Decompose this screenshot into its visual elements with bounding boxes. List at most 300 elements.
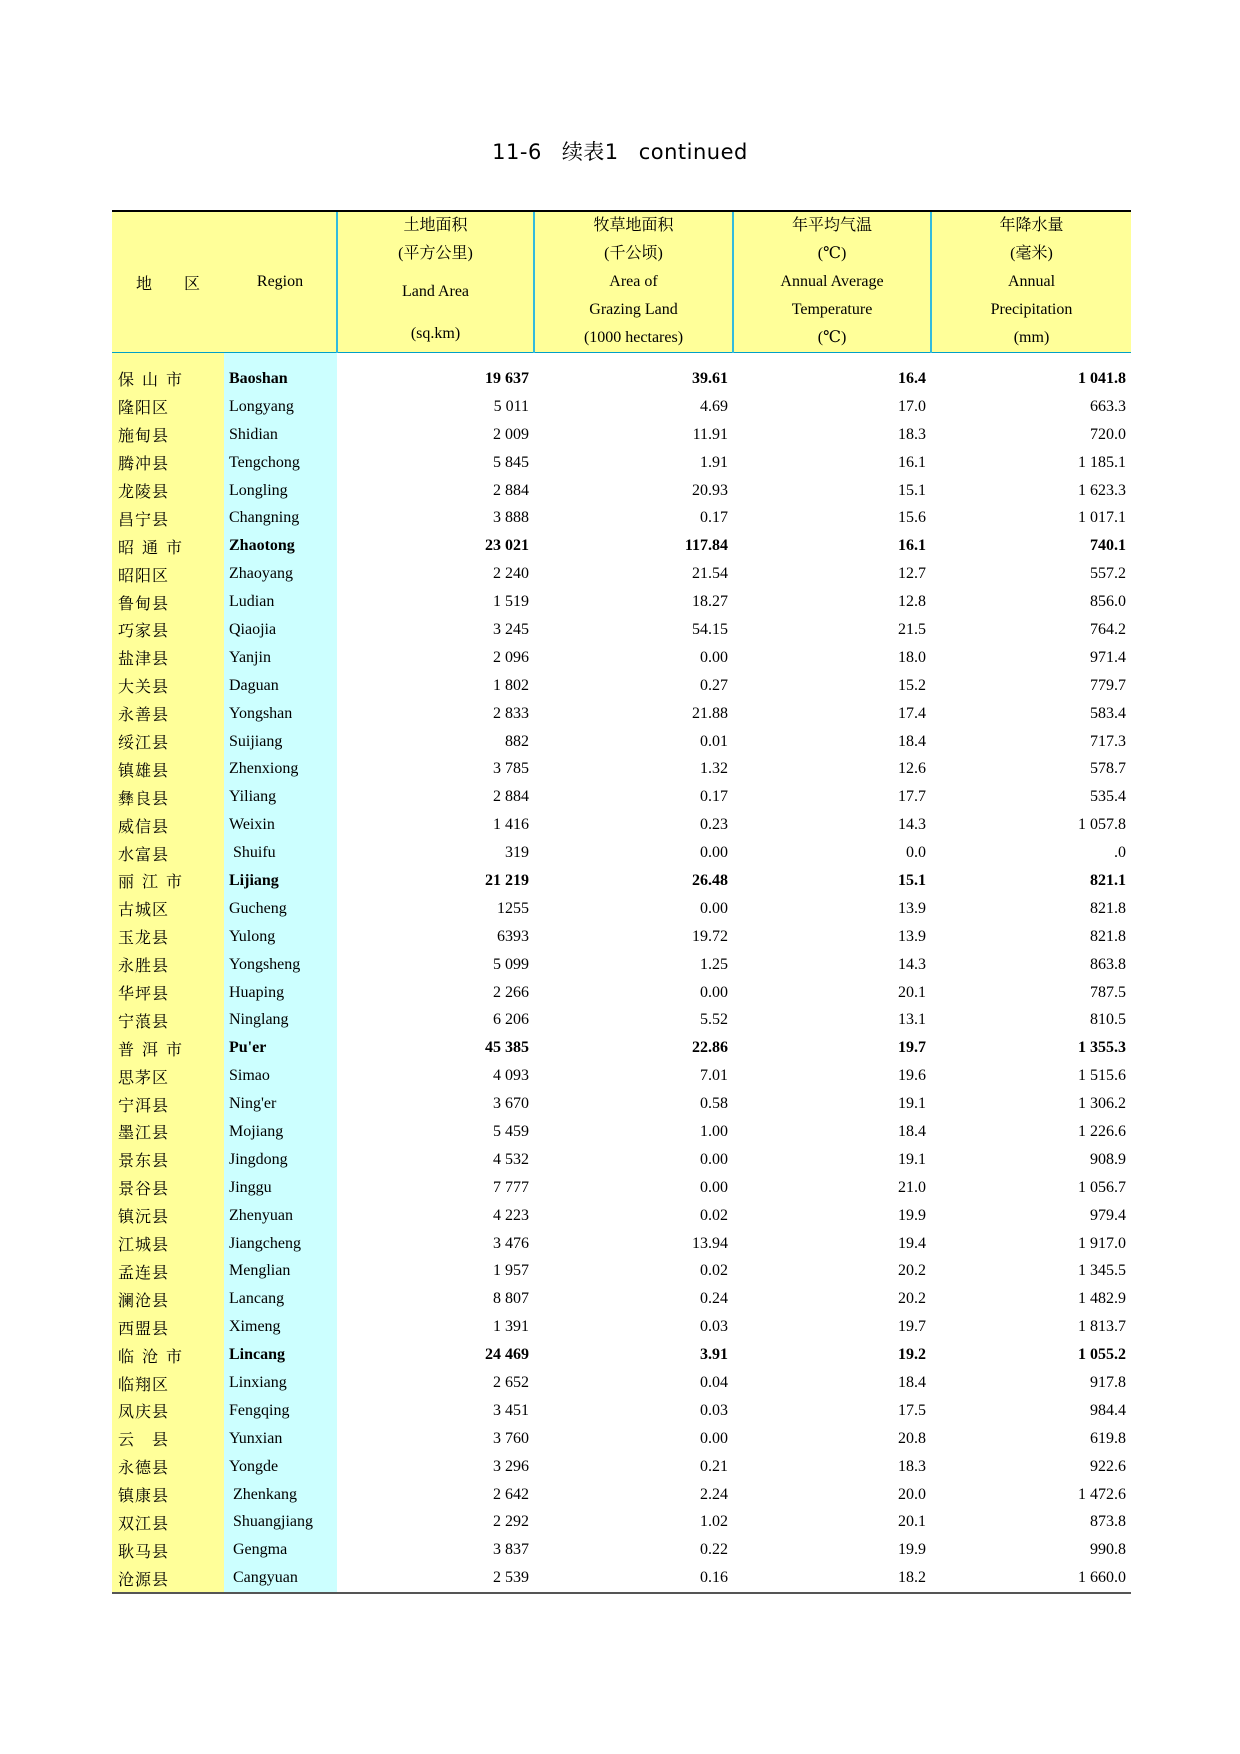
temperature-cell: 20.2 [898, 1262, 926, 1280]
region-en-cell: Yanjin [224, 644, 337, 672]
table-row [112, 839, 1131, 867]
land-area-cell: 2 539 [493, 1569, 529, 1587]
precip-cn-unit: (毫米) [1010, 245, 1053, 262]
region-cn-cell: 昌宁县 [112, 504, 224, 532]
land-area-cell: 45 385 [485, 1039, 529, 1057]
land-area-cell: 24 469 [485, 1346, 529, 1364]
land-area-cell: 3 760 [493, 1429, 529, 1447]
table-row [112, 1146, 1131, 1174]
temperature-cell: 12.8 [898, 593, 926, 611]
table-row [112, 1481, 1131, 1509]
table-row [112, 532, 1131, 560]
precipitation-cell: 1 185.1 [1078, 453, 1126, 471]
precipitation-cell: 1 041.8 [1078, 369, 1126, 387]
temperature-cell: 21.0 [898, 1178, 926, 1196]
land-area-cell: 882 [505, 732, 529, 750]
land-area-cell: 8 807 [493, 1290, 529, 1308]
region-en-cell: Suijiang [224, 728, 337, 756]
temperature-cell: 21.5 [898, 620, 926, 638]
precipitation-cell: 619.8 [1090, 1429, 1126, 1447]
temperature-cell: 13.1 [898, 1011, 926, 1029]
region-cn-cell: 古城区 [112, 895, 224, 923]
region-en-cell: Jiangcheng [224, 1230, 337, 1258]
table-row [112, 353, 1131, 393]
land-area-cn: 土地面积 [403, 217, 468, 234]
precipitation-cell: 1 306.2 [1078, 1095, 1126, 1113]
grazing-land-cell: 1.25 [700, 955, 728, 973]
region-en-cell: Yunxian [224, 1425, 337, 1453]
region-en-cell: Changning [224, 504, 337, 532]
grazing-land-cell: 0.24 [700, 1290, 728, 1308]
precipitation-cell: .0 [1114, 844, 1126, 862]
land-area-cell: 2 292 [493, 1513, 529, 1531]
precipitation-cell: 971.4 [1090, 648, 1126, 666]
region-en-cell: Tengchong [224, 449, 337, 477]
precipitation-cell: 663.3 [1090, 397, 1126, 415]
region-en-cell: Linxiang [224, 1369, 337, 1397]
table-row [112, 1230, 1131, 1258]
temperature-cell: 15.1 [898, 871, 926, 889]
precipitation-cell: 1 057.8 [1078, 816, 1126, 834]
grazing-land-cell: 1.91 [700, 453, 728, 471]
land-area-cell: 6 206 [493, 1011, 529, 1029]
grazing-land-cell: 0.17 [700, 509, 728, 527]
table-row [112, 783, 1131, 811]
header-region-cn [112, 212, 224, 353]
precipitation-cell: 856.0 [1090, 593, 1126, 611]
table-row [112, 755, 1131, 783]
grazing-land-cell: 0.00 [700, 899, 728, 917]
land-area-cell: 21 219 [485, 871, 529, 889]
header-region-en: Region [224, 212, 337, 353]
precipitation-cell: 984.4 [1090, 1401, 1126, 1419]
table-row [112, 1453, 1131, 1481]
region-cn-char-2: 区 [183, 275, 200, 293]
temp-en-1: Annual Average [780, 273, 884, 290]
region-cn-cell: 永胜县 [112, 951, 224, 979]
land-area-cell: 3 451 [493, 1401, 529, 1419]
grazing-land-cell: 18.27 [692, 593, 728, 611]
region-cn-cell: 大关县 [112, 672, 224, 700]
grazing-land-cell: 3.91 [700, 1346, 728, 1364]
table-row [112, 1369, 1131, 1397]
grazing-land-cell: 0.00 [700, 844, 728, 862]
temperature-cell: 17.0 [898, 397, 926, 415]
precipitation-cell: 1 472.6 [1078, 1485, 1126, 1503]
land-area-cell: 1 416 [493, 816, 529, 834]
region-cn-cell: 华坪县 [112, 979, 224, 1007]
precipitation-cell: 1 623.3 [1078, 481, 1126, 499]
grazing-land-cell: 21.88 [692, 704, 728, 722]
land-area-cell: 1 802 [493, 676, 529, 694]
region-en-cell: Ludian [224, 588, 337, 616]
land-area-en: Land Area [401, 283, 470, 300]
temperature-cell: 19.7 [898, 1318, 926, 1336]
precipitation-cell: 720.0 [1090, 425, 1126, 443]
land-area-cell: 1 957 [493, 1262, 529, 1280]
region-en-cell: Ninglang [224, 1006, 337, 1034]
land-area-cell: 5 845 [493, 453, 529, 471]
temperature-cell: 20.1 [898, 983, 926, 1001]
grazing-land-cell: 0.01 [700, 732, 728, 750]
precipitation-cell: 535.4 [1090, 788, 1126, 806]
land-area-cell: 4 093 [493, 1067, 529, 1085]
temp-en-2: Temperature [791, 301, 873, 318]
region-en-cell: Longyang [224, 393, 337, 421]
region-cn-cell: 云 县 [112, 1425, 224, 1453]
table-row [112, 1313, 1131, 1341]
land-area-cn-unit: (平方公里) [398, 245, 473, 262]
temperature-cell: 19.2 [898, 1346, 926, 1364]
temperature-cell: 18.4 [898, 1374, 926, 1391]
temperature-cell: 19.1 [898, 1150, 926, 1168]
header-row [112, 212, 1131, 353]
land-area-cell: 2 009 [493, 425, 529, 443]
temperature-cell: 17.4 [898, 704, 926, 722]
table-row [112, 979, 1131, 1007]
region-cn-cell: 永德县 [112, 1453, 224, 1481]
table-row [112, 1397, 1131, 1425]
precipitation-cell: 922.6 [1090, 1457, 1126, 1475]
precipitation-cell: 873.8 [1090, 1513, 1126, 1531]
region-en-cell: Longling [224, 477, 337, 505]
temperature-cell: 19.1 [898, 1095, 926, 1113]
region-cn-cell: 绥江县 [112, 728, 224, 756]
grazing-land-cell: 0.00 [700, 1178, 728, 1196]
temperature-cell: 18.4 [898, 732, 926, 750]
header-temperature [733, 212, 931, 353]
temp-unit: (℃) [817, 329, 847, 346]
grazing-en-1: Area of [609, 273, 658, 290]
region-en-cell: Fengqing [224, 1397, 337, 1425]
temperature-cell: 13.9 [898, 899, 926, 917]
table-row [112, 393, 1131, 421]
precipitation-cell: 578.7 [1090, 760, 1126, 778]
precip-en-1: Annual [1007, 273, 1056, 290]
grazing-land-cell: 0.22 [700, 1541, 728, 1559]
header-precipitation [931, 212, 1131, 353]
land-area-cell: 2 266 [493, 983, 529, 1001]
table-row [112, 1202, 1131, 1230]
region-en-cell: Mojiang [224, 1118, 337, 1146]
temperature-cell: 18.0 [898, 648, 926, 666]
temperature-cell: 16.1 [898, 453, 926, 471]
land-area-cell: 2 884 [493, 481, 529, 499]
grazing-land-cell: 39.61 [692, 369, 728, 387]
grazing-land-cell: 0.58 [700, 1095, 728, 1113]
temperature-cell: 20.1 [898, 1513, 926, 1531]
region-cn-cell: 隆阳区 [112, 393, 224, 421]
grazing-land-cell: 0.03 [700, 1401, 728, 1419]
table-row [112, 1509, 1131, 1537]
region-en-cell: Lincang [224, 1341, 337, 1369]
region-en-cell: Zhenxiong [224, 755, 337, 783]
precipitation-cell: 821.8 [1090, 899, 1126, 917]
table-row [112, 1090, 1131, 1118]
region-cn-char-1: 地 [135, 275, 152, 293]
grazing-land-cell: 2.24 [700, 1485, 728, 1503]
temperature-cell: 18.3 [898, 425, 926, 443]
title-en: continued [638, 140, 748, 164]
temperature-cell: 16.4 [898, 369, 926, 387]
region-cn-cell: 临沧市 [112, 1341, 224, 1369]
table-row [112, 1285, 1131, 1313]
grazing-land-cell: 7.01 [700, 1067, 728, 1085]
grazing-land-cell: 0.00 [700, 648, 728, 666]
temperature-cell: 12.6 [898, 760, 926, 778]
table-row [112, 895, 1131, 923]
grazing-land-cell: 13.94 [692, 1234, 728, 1252]
land-area-cell: 19 637 [485, 369, 529, 387]
land-area-cell: 3 245 [493, 620, 529, 638]
temperature-cell: 20.2 [898, 1290, 926, 1308]
title-cn: 续表1 [561, 140, 619, 164]
temperature-cell: 18.3 [898, 1457, 926, 1475]
region-cn-cell: 施甸县 [112, 421, 224, 449]
land-area-cell: 3 670 [493, 1095, 529, 1113]
precipitation-cell: 1 813.7 [1078, 1318, 1126, 1336]
precipitation-cell: 1 056.7 [1078, 1178, 1126, 1196]
precipitation-cell: 740.1 [1090, 537, 1126, 555]
region-cn-cell: 龙陵县 [112, 477, 224, 505]
precipitation-cell: 863.8 [1090, 955, 1126, 973]
temp-cn: 年平均气温 [791, 217, 872, 234]
land-area-cell: 5 011 [493, 397, 529, 415]
header-grazing-land [534, 212, 733, 353]
grazing-land-cell: 0.27 [700, 676, 728, 694]
table-row [112, 588, 1131, 616]
temperature-cell: 15.6 [898, 509, 926, 527]
temperature-cell: 15.1 [898, 481, 926, 499]
land-area-cell: 3 888 [493, 509, 529, 527]
grazing-cn: 牧草地面积 [593, 217, 674, 234]
region-en-cell: Yongshan [224, 700, 337, 728]
region-cn-cell: 西盟县 [112, 1313, 224, 1341]
temperature-cell: 19.7 [898, 1039, 926, 1057]
temperature-cell: 19.6 [898, 1067, 926, 1085]
region-cn-cell: 思茅区 [112, 1062, 224, 1090]
region-en-cell: Gengma [224, 1536, 337, 1564]
grazing-land-cell: 0.03 [700, 1318, 728, 1336]
table-row [112, 560, 1131, 588]
precipitation-cell: 990.8 [1090, 1541, 1126, 1559]
region-cn-cell: 玉龙县 [112, 923, 224, 951]
land-area-cell: 5 099 [493, 955, 529, 973]
grazing-land-cell: 1.02 [700, 1513, 728, 1531]
temperature-cell: 13.9 [898, 927, 926, 945]
precipitation-cell: 917.8 [1090, 1374, 1126, 1391]
precipitation-cell: 1 226.6 [1078, 1122, 1126, 1140]
precipitation-cell: 1 355.3 [1078, 1039, 1126, 1057]
precipitation-cell: 1 917.0 [1078, 1234, 1126, 1252]
table-row [112, 672, 1131, 700]
temperature-cell: 19.9 [898, 1206, 926, 1224]
region-cn-cell: 景东县 [112, 1146, 224, 1174]
region-en-cell: Gucheng [224, 895, 337, 923]
grazing-land-cell: 0.00 [700, 983, 728, 1001]
grazing-land-cell: 21.54 [692, 565, 728, 583]
precipitation-cell: 787.5 [1090, 983, 1126, 1001]
region-cn-cell: 澜沧县 [112, 1285, 224, 1313]
region-cn-cell: 镇沅县 [112, 1202, 224, 1230]
region-en-cell: Zhenkang [224, 1481, 337, 1509]
land-area-cell: 2 652 [493, 1374, 529, 1391]
region-cn-cell: 景谷县 [112, 1174, 224, 1202]
temperature-cell: 20.0 [898, 1485, 926, 1503]
grazing-land-cell: 22.86 [692, 1039, 728, 1057]
table-row [112, 728, 1131, 756]
land-area-cell: 4 532 [493, 1150, 529, 1168]
temperature-cell: 17.5 [898, 1401, 926, 1419]
precipitation-cell: 557.2 [1090, 565, 1126, 583]
grazing-land-cell: 0.02 [700, 1262, 728, 1280]
region-en-cell: Zhaoyang [224, 560, 337, 588]
region-en-cell: Daguan [224, 672, 337, 700]
land-area-cell: 1255 [497, 899, 529, 917]
region-cn-cell: 盐津县 [112, 644, 224, 672]
precipitation-cell: 979.4 [1090, 1206, 1126, 1224]
temperature-cell: 16.1 [898, 537, 926, 555]
region-cn-cell: 镇康县 [112, 1481, 224, 1509]
grazing-land-cell: 19.72 [692, 927, 728, 945]
region-cn-cell: 昭通市 [112, 532, 224, 560]
temp-cn-unit: (℃) [817, 245, 847, 262]
table-row [112, 1425, 1131, 1453]
land-area-cell: 3 837 [493, 1541, 529, 1559]
land-area-cell: 319 [505, 844, 529, 862]
region-cn-cell: 双江县 [112, 1509, 224, 1537]
region-en-cell: Ximeng [224, 1313, 337, 1341]
precipitation-cell: 1 660.0 [1078, 1569, 1126, 1587]
land-area-cell: 3 476 [493, 1234, 529, 1252]
grazing-land-cell: 0.17 [700, 788, 728, 806]
land-area-cell: 1 391 [493, 1318, 529, 1336]
temperature-cell: 17.7 [898, 788, 926, 806]
table-row [112, 1118, 1131, 1146]
table-row [112, 1174, 1131, 1202]
region-en-cell: Yiliang [224, 783, 337, 811]
precipitation-cell: 821.8 [1090, 927, 1126, 945]
grazing-cn-unit: (千公顷) [604, 245, 663, 262]
land-area-cell: 2 642 [493, 1485, 529, 1503]
table-bottom-rule [112, 1593, 1131, 1594]
grazing-land-cell: 0.21 [700, 1457, 728, 1475]
grazing-land-cell: 117.84 [684, 537, 728, 555]
region-en-cell: Qiaojia [224, 616, 337, 644]
grazing-land-cell: 0.16 [700, 1569, 728, 1587]
region-en-cell: Baoshan [224, 353, 337, 393]
region-cn-cell: 鲁甸县 [112, 588, 224, 616]
region-cn-cell: 彝良县 [112, 783, 224, 811]
land-area-cell: 7 777 [493, 1178, 529, 1196]
table-row [112, 951, 1131, 979]
region-en-cell: Lijiang [224, 867, 337, 895]
grazing-land-cell: 0.00 [700, 1429, 728, 1447]
grazing-land-cell: 0.04 [700, 1374, 728, 1391]
region-cn-cell: 临翔区 [112, 1369, 224, 1397]
temperature-cell: 18.4 [898, 1122, 926, 1140]
region-cn-cell: 沧源县 [112, 1564, 224, 1593]
grazing-land-cell: 20.93 [692, 481, 728, 499]
grazing-land-cell: 0.02 [700, 1206, 728, 1224]
region-cn-cell: 威信县 [112, 811, 224, 839]
region-cn-cell: 永善县 [112, 700, 224, 728]
region-en-cell: Zhaotong [224, 532, 337, 560]
precipitation-cell: 583.4 [1090, 704, 1126, 722]
table-row [112, 1564, 1131, 1593]
region-cn-cell: 腾冲县 [112, 449, 224, 477]
region-en-cell: Yulong [224, 923, 337, 951]
land-area-cell: 1 519 [493, 593, 529, 611]
grazing-land-cell: 4.69 [700, 397, 728, 415]
region-en-cell: Yongsheng [224, 951, 337, 979]
region-en-cell: Jingdong [224, 1146, 337, 1174]
grazing-land-cell: 0.23 [700, 816, 728, 834]
table-row [112, 1258, 1131, 1286]
temperature-cell: 14.3 [898, 816, 926, 834]
land-area-cell: 4 223 [493, 1206, 529, 1224]
table-row [112, 477, 1131, 505]
land-area-cell: 2 240 [493, 565, 529, 583]
region-cn-cell: 水富县 [112, 839, 224, 867]
table-row [112, 644, 1131, 672]
precipitation-cell: 821.1 [1090, 871, 1126, 889]
region-en-cell: Pu'er [224, 1034, 337, 1062]
land-area-cell: 2 833 [493, 704, 529, 722]
region-en-cell: Shuifu [224, 839, 337, 867]
region-en-cell: Simao [224, 1062, 337, 1090]
land-area-cell: 5 459 [493, 1122, 529, 1140]
region-cn-cell: 宁蒗县 [112, 1006, 224, 1034]
table-row [112, 1062, 1131, 1090]
region-cn-cell: 普洱市 [112, 1034, 224, 1062]
precipitation-cell: 1 482.9 [1078, 1290, 1126, 1308]
table-row [112, 504, 1131, 532]
table-row [112, 449, 1131, 477]
region-en-cell: Cangyuan [224, 1564, 337, 1593]
table-row [112, 1341, 1131, 1369]
region-cn-cell: 耿马县 [112, 1536, 224, 1564]
precip-cn: 年降水量 [999, 217, 1064, 234]
region-en-cell: Shuangjiang [224, 1509, 337, 1537]
temperature-cell: 15.2 [898, 676, 926, 694]
table-row [112, 867, 1131, 895]
grazing-unit: (1000 hectares) [583, 329, 684, 346]
land-area-cell: 3 296 [493, 1457, 529, 1475]
table-row [112, 421, 1131, 449]
grazing-land-cell: 1.00 [700, 1122, 728, 1140]
table-row [112, 811, 1131, 839]
region-en-cell: Menglian [224, 1258, 337, 1286]
land-area-cell: 6393 [497, 927, 529, 945]
region-en-cell: Huaping [224, 979, 337, 1007]
grazing-land-cell: 26.48 [692, 871, 728, 889]
region-cn-cell: 镇雄县 [112, 755, 224, 783]
statistics-table [112, 210, 1131, 1594]
temperature-cell: 18.2 [898, 1569, 926, 1587]
precipitation-cell: 1 017.1 [1078, 509, 1126, 527]
region-cn-cell: 孟连县 [112, 1258, 224, 1286]
grazing-land-cell: 11.91 [692, 425, 728, 443]
land-area-cell: 2 884 [493, 788, 529, 806]
table-row [112, 1006, 1131, 1034]
temperature-cell: 0.0 [906, 844, 926, 862]
precipitation-cell: 1 515.6 [1078, 1067, 1126, 1085]
region-cn-cell: 保山市 [112, 353, 224, 393]
region-en-cell: Lancang [224, 1285, 337, 1313]
region-cn-cell: 丽江市 [112, 867, 224, 895]
region-cn-cell: 墨江县 [112, 1118, 224, 1146]
